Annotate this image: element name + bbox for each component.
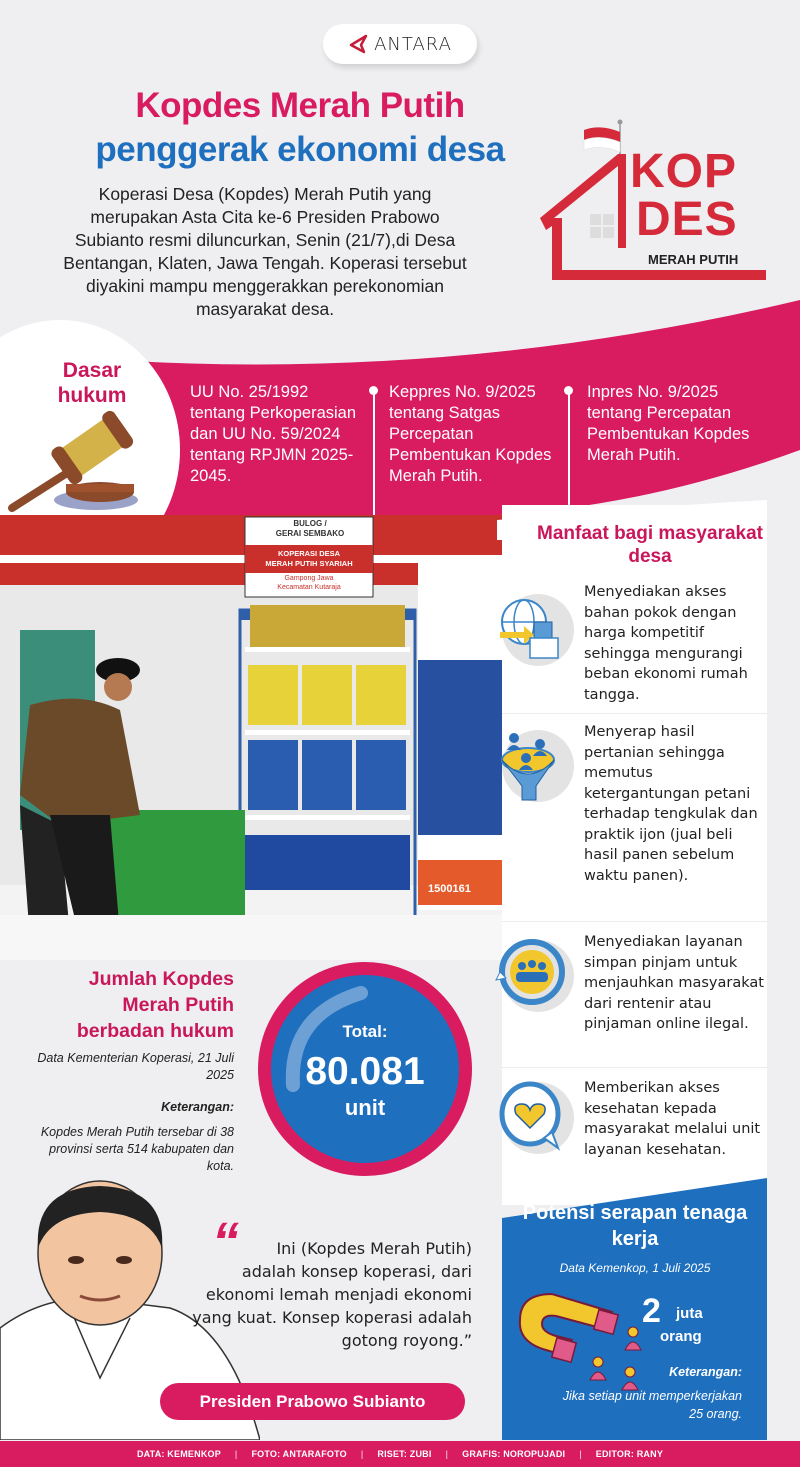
credits-footer bbox=[0, 1441, 800, 1467]
store-sign-text: Gampong Jawa bbox=[284, 575, 334, 582]
potensi-unit-juta: juta bbox=[676, 1305, 703, 1322]
benefit-item-4 bbox=[502, 1070, 767, 1180]
logo-subtitle: MERAH PUTIH bbox=[648, 252, 739, 267]
benefit-item-3 bbox=[502, 924, 767, 1068]
antara-logo-icon bbox=[348, 34, 370, 54]
potensi-source: Data Kemenkop, 1 Juli 2025 bbox=[559, 1261, 711, 1275]
manfaat-title: Manfaat bagi masyarakat desa bbox=[537, 523, 763, 567]
timeline-line bbox=[373, 390, 375, 518]
potensi-title: Potensi serapan tenaga kerja bbox=[522, 1202, 748, 1250]
credit-riset: RISET: ZUBI bbox=[377, 1449, 432, 1459]
publisher-logo bbox=[323, 24, 477, 64]
benefit-text: Menyediakan layanan simpan pinjam untuk menjauhkan masyarakat dari rentenir atau pinjaman online ilegal. bbox=[584, 934, 764, 1032]
benefit-text: Menyediakan akses bahan pokok dengan harga kompetitif sehingga mengurangi beban ekonomi rumah tangga. bbox=[584, 584, 748, 703]
store-photo bbox=[0, 515, 505, 960]
magnet-people-icon bbox=[512, 1290, 642, 1400]
credit-editor: EDITOR: RANY bbox=[595, 1449, 664, 1459]
potensi-value: 2 bbox=[642, 1292, 661, 1330]
dasar-hukum-item-1: UU No. 25/1992 tentang Perkoperasian dan UU No. 59/2024 tentang RPJMN 2025-2045. bbox=[190, 383, 357, 485]
quote-mark-icon: “ bbox=[212, 1212, 239, 1272]
credit-foto: FOTO: ANTARAFOTO bbox=[251, 1449, 347, 1459]
dasar-hukum-item-3: Inpres No. 9/2025 tentang Percepatan Pembentukan Kopdes Merah Putih. bbox=[587, 383, 750, 464]
logo-des: DES bbox=[636, 193, 738, 246]
jumlah-keterangan-label: Keterangan: bbox=[161, 1100, 234, 1114]
banner-phone: 1500161 bbox=[428, 883, 471, 895]
benefit-item-2 bbox=[502, 716, 767, 922]
credit-data: DATA: KEMENKOP bbox=[136, 1449, 221, 1459]
kopdes-logo bbox=[538, 118, 788, 288]
cycle-group-icon bbox=[494, 934, 574, 1014]
jumlah-source: Data Kementerian Koperasi, 21 Juli 2025 bbox=[37, 1051, 234, 1082]
footer-separator: | bbox=[234, 1449, 238, 1459]
footer-separator: | bbox=[445, 1449, 449, 1459]
publisher-name: ANTARA bbox=[374, 33, 452, 55]
total-value: 80.081 bbox=[305, 1050, 425, 1093]
credit-grafis: GRAFIS: NOROPUJADI bbox=[462, 1449, 566, 1459]
heart-chat-icon bbox=[494, 1076, 574, 1156]
quote-author-badge: Presiden Prabowo Subianto bbox=[160, 1383, 465, 1420]
store-sign-text: KOPERASI DESA bbox=[277, 549, 341, 558]
jumlah-title: Jumlah Kopdes Merah Putih berbadan hukum bbox=[76, 968, 234, 1042]
total-label: Total: bbox=[342, 1022, 388, 1041]
benefit-item-1 bbox=[502, 578, 767, 714]
potensi-unit-orang: orang bbox=[660, 1328, 702, 1345]
potensi-keterangan: Jika setiap unit memperkerjakan 25 orang. bbox=[562, 1389, 742, 1421]
intro-paragraph: Koperasi Desa (Kopdes) Merah Putih yang merupakan Asta Cita ke-6 Presiden Prabowo Subianto resmi diluncurkan, Senin (21/7),di Desa Bentangan, Klaten, Jawa Tengah. Koperasi tersebut diyakini mampu menggerakkan perekonomian masyarakat desa. bbox=[63, 184, 467, 319]
potensi-keterangan-label: Keterangan: bbox=[669, 1365, 742, 1379]
footer-separator: | bbox=[579, 1449, 582, 1459]
footer-separator: | bbox=[360, 1449, 364, 1459]
dasar-hukum-item-2: Keppres No. 9/2025 tentang Satgas Percepatan Pembentukan Kopdes Merah Putih. bbox=[389, 383, 552, 485]
benefit-text: Menyerap hasil pertanian sehingga memutus ketergantungan petani terhadap tengkulak dan praktik ijon (jual beli hasil panen sebelum waktu panen). bbox=[584, 724, 758, 884]
store-sign-text: Kecamatan Kutaraja bbox=[277, 584, 341, 591]
logo-kop: KOP bbox=[630, 145, 738, 198]
page-title-line2: penggerak ekonomi desa bbox=[95, 130, 505, 169]
jumlah-keterangan: Kopdes Merah Putih tersebar di 38 provinsi serta 514 kabupaten dan kota. bbox=[40, 1125, 234, 1173]
quote-text: Ini (Kopdes Merah Putih) adalah konsep koperasi, dari ekonomi lemah menjadi ekonomi yang kuat. Konsep koperasi adalah gotong royong.” bbox=[192, 1239, 472, 1350]
benefit-text: Memberikan akses kesehatan kepada masyarakat melalui unit layanan kesehatan. bbox=[584, 1080, 761, 1158]
globe-box-icon bbox=[494, 588, 574, 668]
gavel-icon bbox=[4, 410, 144, 515]
timeline-line bbox=[568, 390, 570, 518]
total-unit: unit bbox=[344, 1095, 386, 1120]
dasar-hukum-title: Dasar hukum bbox=[57, 359, 127, 407]
funnel-people-icon bbox=[494, 724, 574, 804]
store-sign-text: BULOG / bbox=[293, 519, 327, 528]
store-sign-text: MERAH PUTIH SYARIAH bbox=[265, 559, 353, 568]
store-sign-text: GERAI SEMBAKO bbox=[275, 529, 345, 538]
page-title-line1: Kopdes Merah Putih bbox=[135, 86, 465, 125]
